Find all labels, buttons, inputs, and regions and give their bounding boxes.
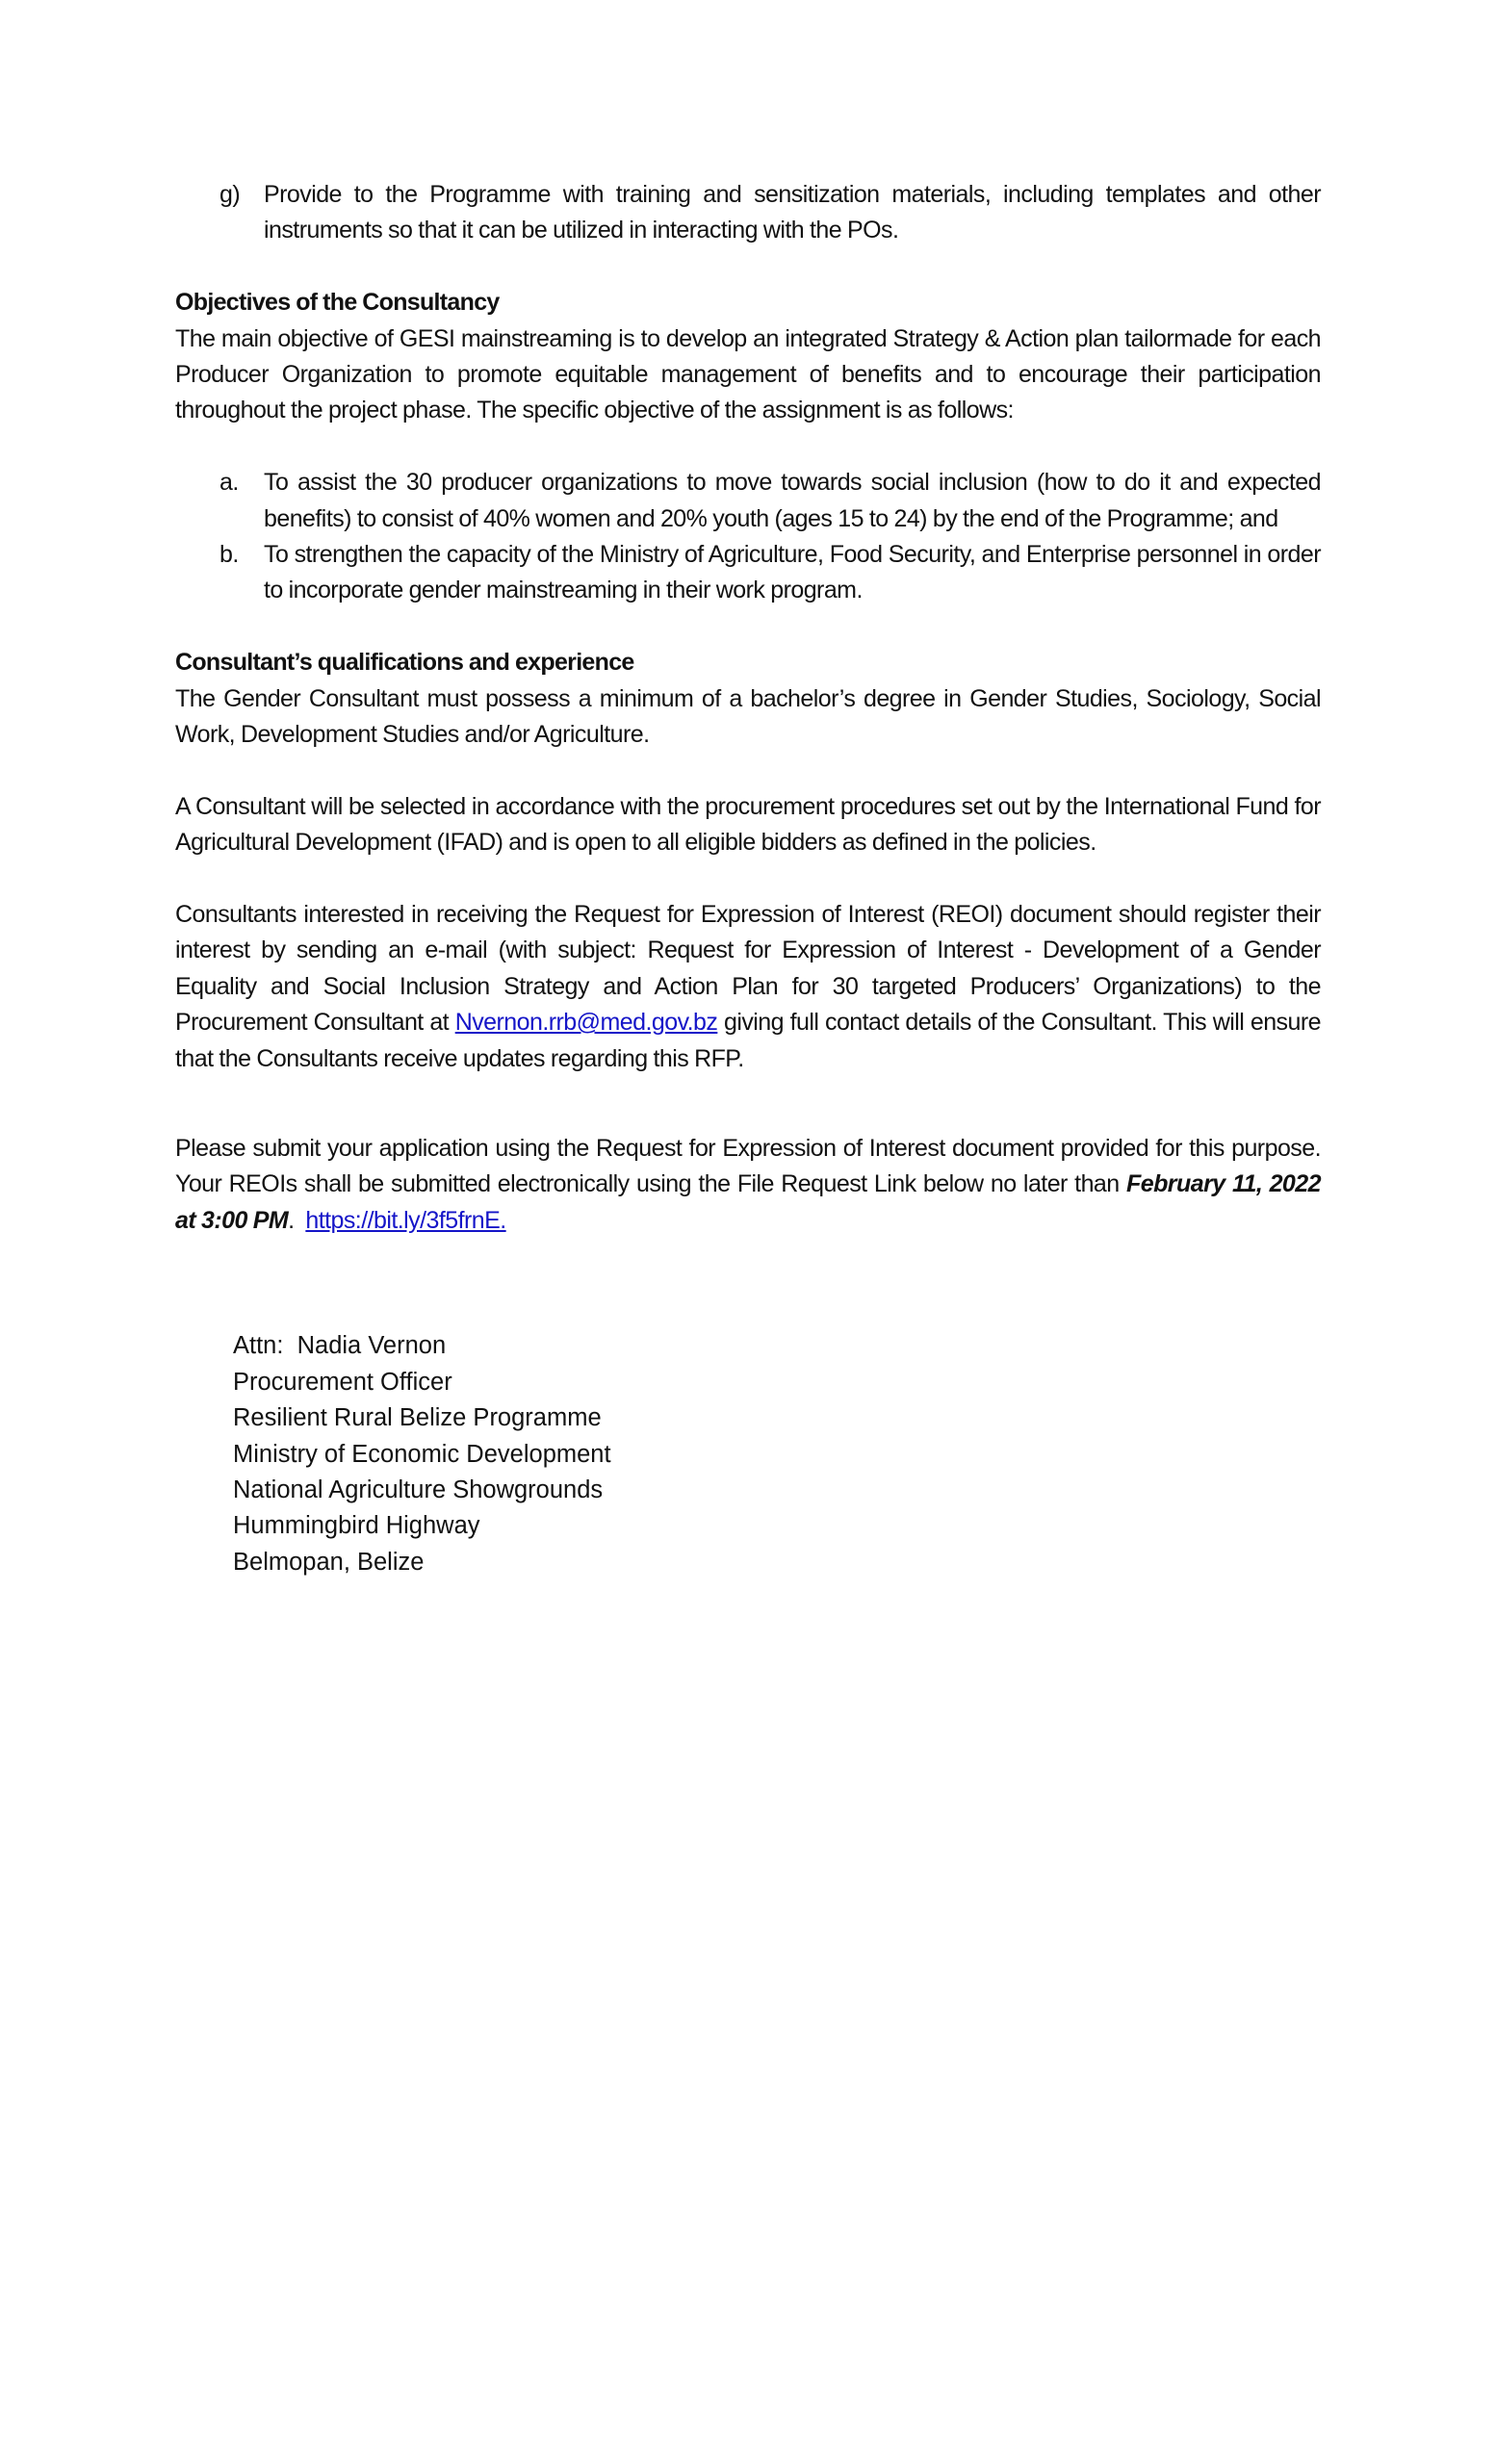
registration-text-before: Consultants interested in receiving the Request for Expression of Interest (REOI) document should register their interest by sending an e-mail (with subject: Request for Expression of Interest - Development of a Gender Equality and Social Inclusion Strategy and Action Plan for 30 targeted Producers’ Organizations) to the Procurement Consultant at (175, 901, 1321, 1037)
list-item-text: Provide to the Programme with training and sensitization materials, including templates and other instruments so that it can be utilized in interacting with the POs. (264, 181, 1321, 244)
list-marker: g) (219, 181, 241, 208)
document-page (175, 177, 1321, 1580)
qualifications-heading: Consultant’s qualifications and experience (175, 649, 634, 677)
spacer (175, 753, 1321, 788)
list-marker: b. (219, 541, 239, 569)
qualifications-paragraph: The Gender Consultant must possess a minimum of a bachelor’s degree in Gender Studies, Sociology, Social Work, Development Studies and/or Agriculture. (175, 684, 1321, 749)
spacer (175, 429, 1321, 465)
spacer (175, 1239, 1321, 1328)
list-marker: a. (219, 469, 239, 497)
list-item-a (175, 465, 1321, 537)
address-line-location: National Agriculture Showgrounds (233, 1476, 604, 1503)
spacer (175, 249, 1321, 285)
submission-text-between: . (288, 1206, 306, 1234)
submission-deadline: February 11, 2022 at 3:00 PM (175, 1170, 1321, 1234)
email-link[interactable]: Nvernon.rrb@med.gov.bz (454, 1009, 718, 1037)
address-line-title: Procurement Officer (233, 1368, 452, 1396)
address-line-programme: Resilient Rural Belize Programme (233, 1404, 602, 1432)
submission-paragraph (175, 1131, 1321, 1239)
address-line-attn: Attn: Nadia Vernon (233, 1332, 447, 1360)
spacer (175, 861, 1321, 897)
objectives-paragraph: The main objective of GESI mainstreaming is to develop an integrated Strategy & Action plan tailormade for each Producer Organization to promote equitable management of benefits and to encourage their participation throughout the project phase. The specific objective of the assignment is as follows: (175, 324, 1321, 424)
list-item-g (175, 177, 1321, 249)
address-line-ministry: Ministry of Economic Development (233, 1440, 611, 1468)
spacer (175, 1077, 1321, 1131)
list-item-b (175, 537, 1321, 609)
registration-text-after: giving full contact details of the Consultant. This will ensure that the Consultants receive updates regarding this RFP. (175, 1009, 1321, 1072)
list-item-text: To assist the 30 producer organizations to move towards social inclusion (how to do it and expected benefits) to consist of 40% women and 20% youth (ages 15 to 24) by the end of the Programme; and (264, 469, 1321, 532)
selection-paragraph: A Consultant will be selected in accordance with the procurement procedures set out by the International Fund for Agricultural Development (IFAD) and is open to all eligible bidders as defined in the policies. (175, 792, 1321, 857)
spacer (175, 609, 1321, 645)
objectives-heading: Objectives of the Consultancy (175, 289, 500, 317)
address-line-street: Hummingbird Highway (233, 1512, 480, 1540)
address-line-city: Belmopan, Belize (233, 1548, 425, 1576)
registration-paragraph (175, 897, 1321, 1077)
address-block (233, 1328, 1321, 1580)
submission-text-before: Please submit your application using the Request for Expression of Interest document provided for this purpose. Your REOIs shall be submitted electronically using the File Request Link below no later than (175, 1135, 1321, 1198)
file-request-link[interactable]: https://bit.ly/3f5frnE. (305, 1206, 506, 1234)
list-item-text: To strengthen the capacity of the Ministry of Agriculture, Food Security, and Enterprise personnel in order to incorporate gender mainstreaming in their work program. (264, 541, 1321, 604)
